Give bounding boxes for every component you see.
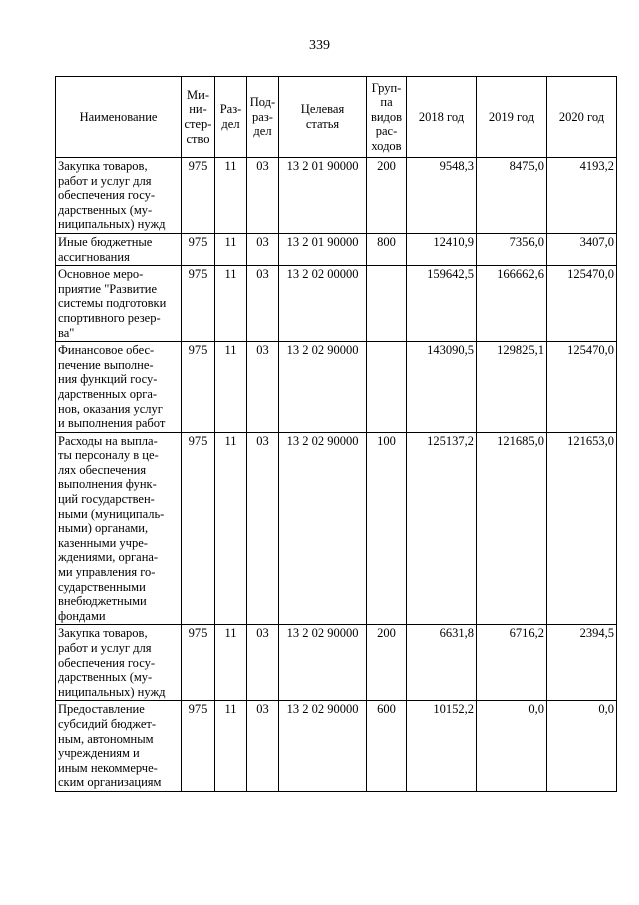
- row-name-cell: Закупка товаров, работ и услуг для обеспечения госу- дарственных (му- ниципальных) нужд: [56, 625, 182, 701]
- row-2019-cell: 8475,0: [477, 158, 547, 234]
- header-section: Раз- дел: [215, 77, 247, 158]
- row-target-cell: 13 2 02 90000: [279, 342, 367, 433]
- row-name-cell: Иные бюджетные ассигнования: [56, 233, 182, 265]
- row-2018-cell: 125137,2: [407, 432, 477, 625]
- header-2018: 2018 год: [407, 77, 477, 158]
- row-ministry-cell: 975: [182, 432, 215, 625]
- header-ministry: Ми- ни- стер- ство: [182, 77, 215, 158]
- header-name: Наименование: [56, 77, 182, 158]
- row-2019-cell: 121685,0: [477, 432, 547, 625]
- row-2018-cell: 143090,5: [407, 342, 477, 433]
- row-target-cell: 13 2 02 90000: [279, 432, 367, 625]
- row-name-cell: Расходы на выпла- ты персоналу в це- лях обеспечения выполнения функ- ций государствен- ными (муниципаль- ными) органами, казенными учре- ждениями, органа- ми управления го- сударственными внебюджетными фондами: [56, 432, 182, 625]
- row-expense-group-cell: 200: [367, 625, 407, 701]
- row-ministry-cell: 975: [182, 233, 215, 265]
- row-name-cell: Основное меро- приятие "Развитие системы подготовки спортивного резер- ва": [56, 266, 182, 342]
- row-2019-cell: 166662,6: [477, 266, 547, 342]
- row-2020-cell: 4193,2: [547, 158, 617, 234]
- row-target-cell: 13 2 02 90000: [279, 701, 367, 792]
- row-2018-cell: 12410,9: [407, 233, 477, 265]
- row-2018-cell: 6631,8: [407, 625, 477, 701]
- row-target-cell: 13 2 02 90000: [279, 625, 367, 701]
- row-ministry-cell: 975: [182, 701, 215, 792]
- table-row: [56, 432, 617, 625]
- row-ministry-cell: 975: [182, 625, 215, 701]
- row-2020-cell: 125470,0: [547, 342, 617, 433]
- row-2019-cell: 7356,0: [477, 233, 547, 265]
- table-row: [56, 158, 617, 234]
- row-expense-group-cell: [367, 342, 407, 433]
- row-section-cell: 11: [215, 233, 247, 265]
- row-section-cell: 11: [215, 625, 247, 701]
- row-2018-cell: 10152,2: [407, 701, 477, 792]
- row-name-cell: Финансовое обес- печение выполне- ния функций госу- дарственных орга- нов, оказания услуг и выполнения работ: [56, 342, 182, 433]
- header-2019: 2019 год: [477, 77, 547, 158]
- row-2019-cell: 129825,1: [477, 342, 547, 433]
- page-number: 339: [309, 38, 330, 53]
- row-2020-cell: 3407,0: [547, 233, 617, 265]
- row-subsection-cell: 03: [247, 233, 279, 265]
- row-2020-cell: 0,0: [547, 701, 617, 792]
- table-row: [56, 342, 617, 433]
- header-target: Целевая статья: [279, 77, 367, 158]
- row-subsection-cell: 03: [247, 342, 279, 433]
- row-subsection-cell: 03: [247, 701, 279, 792]
- table-row: [56, 233, 617, 265]
- table-row: [56, 266, 617, 342]
- row-2019-cell: 6716,2: [477, 625, 547, 701]
- row-subsection-cell: 03: [247, 158, 279, 234]
- budget-table: [55, 76, 617, 792]
- row-2020-cell: 121653,0: [547, 432, 617, 625]
- row-2020-cell: 125470,0: [547, 266, 617, 342]
- header-expense-group: Груп- па видов рас- ходов: [367, 77, 407, 158]
- row-expense-group-cell: 800: [367, 233, 407, 265]
- row-subsection-cell: 03: [247, 625, 279, 701]
- table-row: [56, 701, 617, 792]
- row-expense-group-cell: [367, 266, 407, 342]
- row-subsection-cell: 03: [247, 432, 279, 625]
- row-expense-group-cell: 100: [367, 432, 407, 625]
- row-ministry-cell: 975: [182, 342, 215, 433]
- row-ministry-cell: 975: [182, 266, 215, 342]
- row-section-cell: 11: [215, 158, 247, 234]
- row-2018-cell: 9548,3: [407, 158, 477, 234]
- row-name-cell: Предоставление субсидий бюджет- ным, автономным учреждениям и иным некоммерче- ским организациям: [56, 701, 182, 792]
- row-target-cell: 13 2 02 00000: [279, 266, 367, 342]
- row-section-cell: 11: [215, 266, 247, 342]
- header-subsection: Под- раз- дел: [247, 77, 279, 158]
- table-body: [56, 158, 617, 792]
- row-subsection-cell: 03: [247, 266, 279, 342]
- header-2020: 2020 год: [547, 77, 617, 158]
- row-2018-cell: 159642,5: [407, 266, 477, 342]
- row-name-cell: Закупка товаров, работ и услуг для обеспечения госу- дарственных (му- ниципальных) нужд: [56, 158, 182, 234]
- row-section-cell: 11: [215, 701, 247, 792]
- row-ministry-cell: 975: [182, 158, 215, 234]
- header-row: [56, 77, 617, 158]
- row-section-cell: 11: [215, 432, 247, 625]
- table-row: [56, 625, 617, 701]
- row-expense-group-cell: 200: [367, 158, 407, 234]
- row-expense-group-cell: 600: [367, 701, 407, 792]
- row-section-cell: 11: [215, 342, 247, 433]
- row-target-cell: 13 2 01 90000: [279, 158, 367, 234]
- row-2020-cell: 2394,5: [547, 625, 617, 701]
- row-2019-cell: 0,0: [477, 701, 547, 792]
- row-target-cell: 13 2 01 90000: [279, 233, 367, 265]
